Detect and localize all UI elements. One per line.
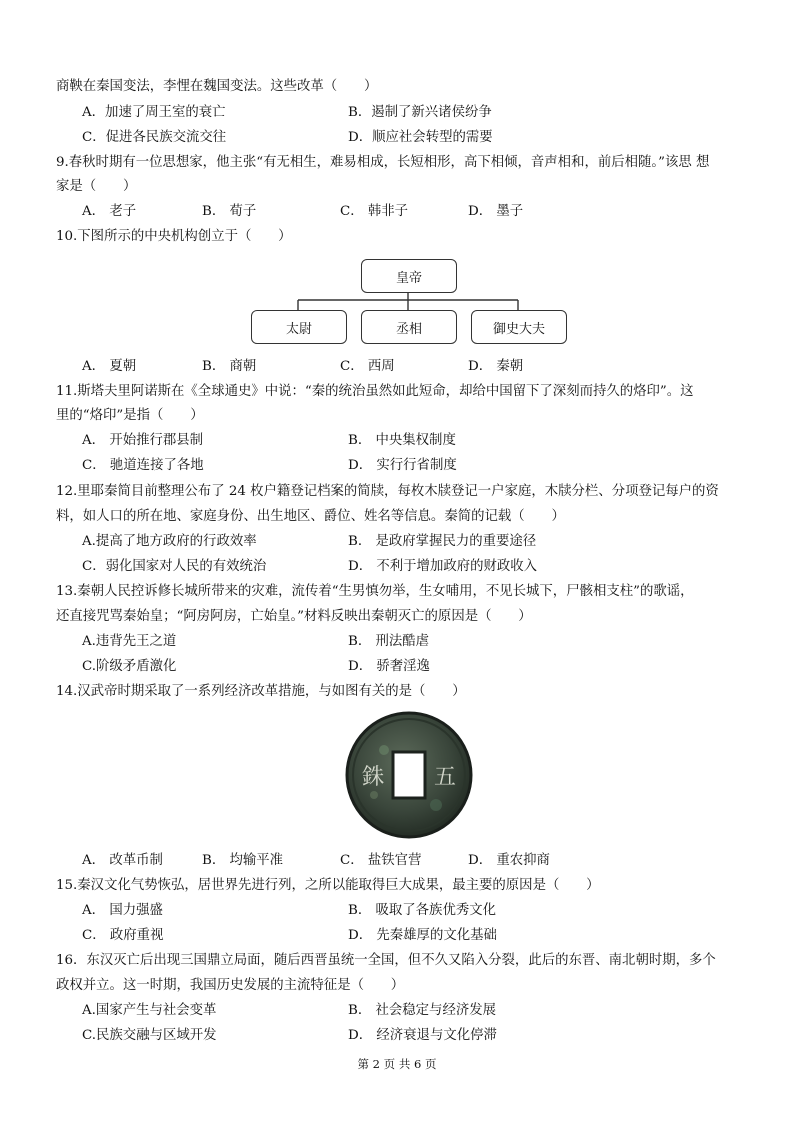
- chancellor-box: 丞相: [361, 310, 457, 344]
- q10-option-b[interactable]: B． 商朝: [202, 359, 257, 374]
- q15-stem: 15.秦汉文化气势恢弘，居世界先进行列，之所以能取得巨大成果，最主要的原因是（ ）: [56, 878, 600, 893]
- q9-stem-line2: 家是（ ）: [56, 179, 137, 194]
- q15-option-a[interactable]: A． 国力强盛: [82, 903, 163, 918]
- q15-option-c[interactable]: C． 政府重视: [82, 928, 164, 943]
- q13-stem-line1: 13.秦朝人民控诉修长城所带来的灾难，流传着“生男慎勿举，生女哺用，不见长城下，尸骸相支柱”的歌谣，: [56, 584, 694, 599]
- q14-option-c[interactable]: C． 盐铁官营: [340, 853, 422, 868]
- q14-option-b[interactable]: B． 均输平准: [202, 853, 284, 868]
- q8-stem: 商鞅在秦国变法，李悝在魏国变法。这些改革（ ）: [56, 79, 378, 94]
- q12-option-a[interactable]: A.提高了地方政府的行政效率: [82, 534, 257, 549]
- q16-option-b[interactable]: B． 社会稳定与经济发展: [348, 1003, 497, 1018]
- q15-option-b[interactable]: B． 吸取了各族优秀文化: [348, 903, 497, 918]
- q15-option-d[interactable]: D． 先秦雄厚的文化基础: [348, 928, 497, 943]
- q11-option-c[interactable]: C． 驰道连接了各地: [82, 458, 204, 473]
- q16-stem-line2: 政权并立。这一时期，我国历史发展的主流特征是（ ）: [56, 978, 405, 993]
- coin-right-character: 五: [433, 765, 456, 790]
- q8-option-d[interactable]: D．顺应社会转型的需要: [348, 130, 493, 145]
- q16-stem-line1: 16．东汉灭亡后出现三国鼎立局面，随后西晋虽统一全国，但不久又陷入分裂，此后的东晋、南北朝时期，多个: [56, 953, 716, 968]
- q8-option-c[interactable]: C．促进各民族交流交往: [82, 130, 227, 145]
- q16-option-a[interactable]: A.国家产生与社会变革: [82, 1003, 217, 1018]
- q9-option-b[interactable]: B． 荀子: [202, 204, 257, 219]
- q14-option-d[interactable]: D． 重农抑商: [468, 853, 550, 868]
- q11-option-d[interactable]: D． 实行行省制度: [348, 458, 457, 473]
- q13-option-c[interactable]: C.阶级矛盾激化: [82, 659, 177, 674]
- q9-option-a[interactable]: A． 老子: [82, 204, 137, 219]
- q14-option-a[interactable]: A． 改革币制: [82, 853, 163, 868]
- q13-stem-line2: 还直接咒骂秦始皇；“阿房阿房，亡始皇。”材料反映出秦朝灭亡的原因是（ ）: [56, 609, 532, 624]
- q12-option-d[interactable]: D． 不利于增加政府的财政收入: [348, 559, 538, 574]
- q11-stem-line2: 里的“烙印”是指（ ）: [56, 408, 204, 423]
- page-footer: 第 2 页 共 6 页: [357, 1057, 437, 1071]
- q12-stem-line1: 12.里耶秦简目前整理公布了 24 枚户籍登记档案的简牍，每枚木牍登记一户家庭，木牍分栏、分项登记每户的资: [56, 484, 719, 499]
- q10-option-d[interactable]: D． 秦朝: [468, 359, 524, 374]
- q9-stem-line1: 9.春秋时期有一位思想家，他主张“有无相生，难易相成，长短相形，高下相倾，音声相和，前后相随。”该思 想: [56, 155, 710, 170]
- q12-stem-line2: 料，如人口的所在地、家庭身份、出生地区、爵位、姓名等信息。秦简的记载（ ）: [56, 509, 565, 524]
- q16-option-c[interactable]: C.民族交融与区域开发: [82, 1028, 217, 1043]
- wuzhu-coin-image: [344, 710, 474, 840]
- q11-option-b[interactable]: B． 中央集权制度: [348, 433, 456, 448]
- q12-option-c[interactable]: C．弱化国家对人民的有效统治: [82, 559, 267, 574]
- q10-option-c[interactable]: C． 西周: [340, 359, 395, 374]
- q8-option-a[interactable]: A．加速了周王室的衰亡: [82, 105, 226, 120]
- q12-option-b[interactable]: B． 是政府掌握民力的重要途径: [348, 534, 537, 549]
- q14-stem: 14.汉武帝时期采取了一系列经济改革措施，与如图有关的是（ ）: [56, 684, 466, 699]
- q9-option-d[interactable]: D． 墨子: [468, 204, 524, 219]
- q9-option-c[interactable]: C． 韩非子: [340, 204, 409, 219]
- q11-option-a[interactable]: A． 开始推行郡县制: [82, 433, 204, 448]
- emperor-box: 皇帝: [361, 259, 457, 293]
- q10-option-a[interactable]: A． 夏朝: [82, 359, 137, 374]
- q13-option-a[interactable]: A.违背先王之道: [82, 634, 177, 649]
- q10-stem: 10.下图所示的中央机构创立于（ ）: [56, 229, 292, 244]
- taiwei-box: 太尉: [251, 310, 347, 344]
- q11-stem-line1: 11.斯塔夫里阿诺斯在《全球通史》中说：“秦的统治虽然如此短命，却给中国留下了深刻而持久的烙印”。这: [56, 384, 694, 399]
- q13-option-b[interactable]: B． 刑法酷虐: [348, 634, 430, 649]
- q16-option-d[interactable]: D． 经济衰退与文化停滞: [348, 1028, 497, 1043]
- q13-option-d[interactable]: D． 骄奢淫逸: [348, 659, 430, 674]
- censor-box: 御史大夫: [471, 310, 567, 344]
- coin-left-character: 銖: [361, 765, 384, 790]
- q8-option-b[interactable]: B．遏制了新兴诸侯纷争: [348, 105, 492, 120]
